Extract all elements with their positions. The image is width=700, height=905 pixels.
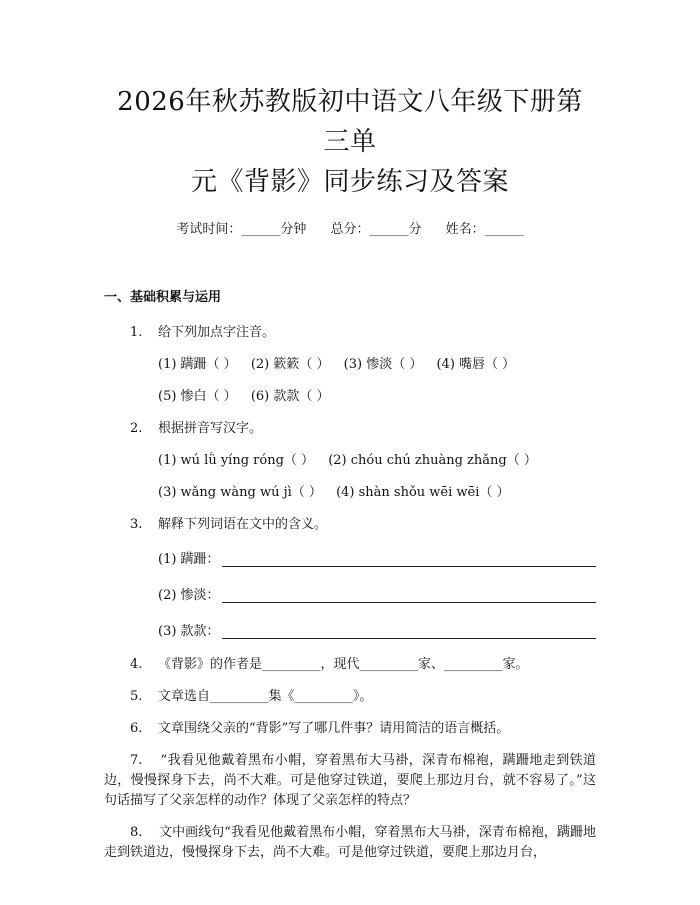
question-number: 5. bbox=[130, 689, 143, 704]
q3-item-label: (2) 惨淡： bbox=[158, 588, 220, 603]
q2-item: (2) chóu chú zhuàng zhǎng（ ） bbox=[328, 453, 537, 468]
question-text: 文中画线句“我看见他戴着黑布小帽，穿着黑布大马褂，深青布棉袍，蹒跚地走到铁道边，慢慢探身下去，尚不大难。可是他穿过铁道，要爬上那边月台， bbox=[104, 825, 596, 860]
q3-item-label: (3) 款款： bbox=[158, 624, 220, 639]
title-line-2: 元《背影》同步练习及答案 bbox=[190, 167, 509, 197]
q2-row-2 bbox=[158, 483, 596, 503]
question-text: 给下列加点字注音。 bbox=[158, 325, 276, 340]
question-3 bbox=[104, 515, 596, 535]
document-title bbox=[104, 0, 596, 202]
q1-row-1 bbox=[158, 355, 596, 375]
answer-line[interactable] bbox=[222, 624, 596, 639]
question-number: 7. bbox=[130, 753, 143, 768]
answer-line[interactable] bbox=[222, 588, 596, 603]
q1-item: (1) 蹒跚（ ） bbox=[158, 357, 237, 372]
answer-line[interactable] bbox=[222, 552, 596, 567]
exam-name: 姓名：______ bbox=[445, 222, 524, 237]
q2-item: (4) shàn shǒu wēi wēi（ ） bbox=[336, 485, 510, 500]
q3-item-2 bbox=[158, 583, 596, 603]
q1-item: (5) 惨白（ ） bbox=[158, 389, 237, 404]
question-text: 《背影》的作者是_________，现代_________家、_________家。 bbox=[158, 657, 529, 672]
question-text: 根据拼音写汉字。 bbox=[158, 421, 263, 436]
question-6 bbox=[104, 719, 596, 739]
q2-item: (3) wǎng wàng wú jì（ ） bbox=[158, 485, 322, 500]
question-7 bbox=[104, 751, 596, 811]
question-number: 2. bbox=[130, 421, 143, 436]
question-8 bbox=[104, 823, 596, 863]
question-4 bbox=[104, 655, 596, 675]
question-number: 4. bbox=[130, 657, 143, 672]
exam-time: 考试时间：______分钟 bbox=[176, 222, 307, 237]
question-number: 3. bbox=[130, 517, 143, 532]
title-line-1: 2026年秋苏教版初中语文八年级下册第三单 bbox=[117, 87, 583, 157]
q2-row-1 bbox=[158, 451, 596, 471]
q1-item: (2) 簌簌（ ） bbox=[250, 357, 330, 372]
question-text: 文章围绕父亲的“背影”写了哪几件事？请用简洁的语言概括。 bbox=[158, 721, 510, 736]
exam-meta bbox=[104, 220, 596, 240]
section-heading: 一、基础积累与运用 bbox=[104, 290, 222, 305]
q3-item-3 bbox=[158, 619, 596, 639]
question-1 bbox=[104, 323, 596, 343]
exam-score: 总分：______分 bbox=[330, 222, 422, 237]
q1-item: (3) 惨淡（ ） bbox=[343, 357, 423, 372]
question-number: 1. bbox=[130, 325, 143, 340]
question-5 bbox=[104, 687, 596, 707]
question-text: 文章选自_________集《_________》。 bbox=[158, 689, 373, 704]
q1-item: (4) 嘴唇（ ） bbox=[436, 357, 516, 372]
q3-item-1 bbox=[158, 547, 596, 567]
question-text: “我看见他戴着黑布小帽，穿着黑布大马褂，深青布棉袍，蹒跚地走到铁道边，慢慢探身下去，尚不大难。可是他穿过铁道，要爬上那边月台，就不容易了。”这句话描写了父亲怎样的动作？体现了父亲怎样的特点？ bbox=[104, 753, 596, 808]
q2-item: (1) wú lǜ yíng róng（ ） bbox=[158, 453, 315, 468]
question-2 bbox=[104, 419, 596, 439]
q1-row-2 bbox=[158, 387, 596, 407]
q1-item: (6) 款款（ ） bbox=[250, 389, 330, 404]
question-number: 6. bbox=[130, 721, 143, 736]
question-text: 解释下列词语在文中的含义。 bbox=[158, 517, 328, 532]
question-number: 8. bbox=[130, 825, 143, 840]
q3-item-label: (1) 蹒跚： bbox=[158, 552, 220, 567]
